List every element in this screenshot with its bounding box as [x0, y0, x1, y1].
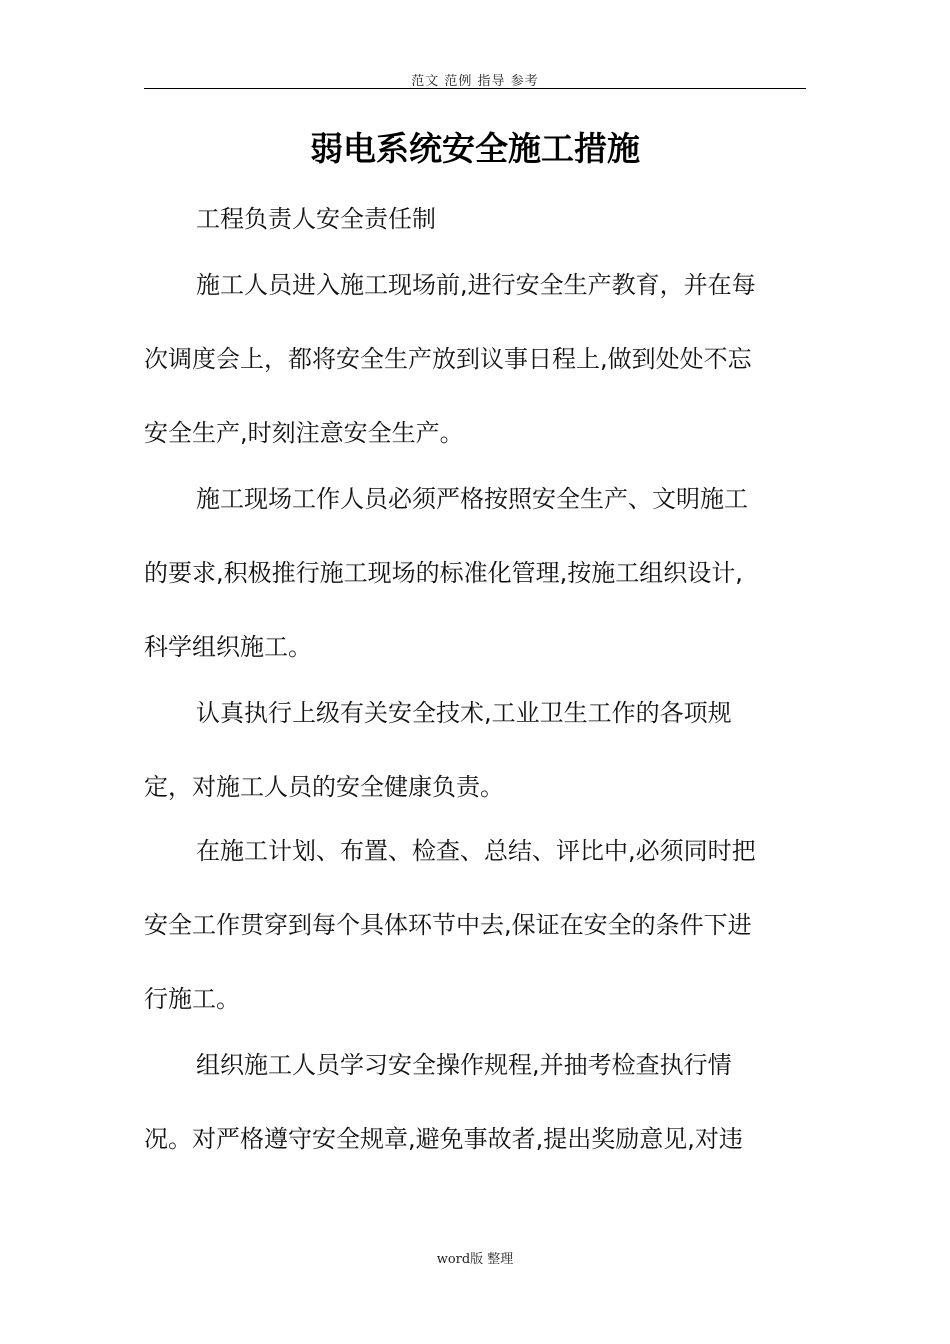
- paragraph-line: 安全生产,时刻注意安全生产。: [144, 419, 464, 447]
- page-footer: word版 整理: [436, 1252, 514, 1267]
- paragraph-line: 科学组织施工。: [144, 633, 312, 661]
- paragraph-line: 施工现场工作人员必须严格按照安全生产、文明施工: [196, 485, 748, 513]
- paragraph-line: 安全工作贯穿到每个具体环节中去,保证在安全的条件下进: [144, 911, 752, 939]
- paragraph-heading-line: 工程负责人安全责任制: [196, 205, 436, 233]
- page-header: 范文 范例 指导 参考: [411, 74, 539, 89]
- document-title: 弱电系统安全施工措施: [310, 129, 640, 168]
- paragraph-line: 组织施工人员学习安全操作规程,并抽考检查执行情: [196, 1051, 732, 1079]
- paragraph-line: 定，对施工人员的安全健康负责。: [144, 773, 504, 801]
- header-divider: [144, 88, 806, 89]
- paragraph-line: 的要求,积极推行施工现场的标准化管理,按施工组织设计,: [144, 559, 743, 587]
- paragraph-line: 次调度会上，都将安全生产放到议事日程上,做到处处不忘: [144, 345, 752, 373]
- paragraph-line: 施工人员进入施工现场前,进行安全生产教育，并在每: [196, 271, 756, 299]
- paragraph-line: 行施工。: [144, 985, 240, 1013]
- paragraph-line: 认真执行上级有关安全技术,工业卫生工作的各项规: [196, 699, 732, 727]
- paragraph-line: 在施工计划、布置、检查、总结、评比中,必须同时把: [196, 837, 756, 865]
- paragraph-line: 况。对严格遵守安全规章,避免事故者,提出奖励意见,对违: [144, 1125, 743, 1153]
